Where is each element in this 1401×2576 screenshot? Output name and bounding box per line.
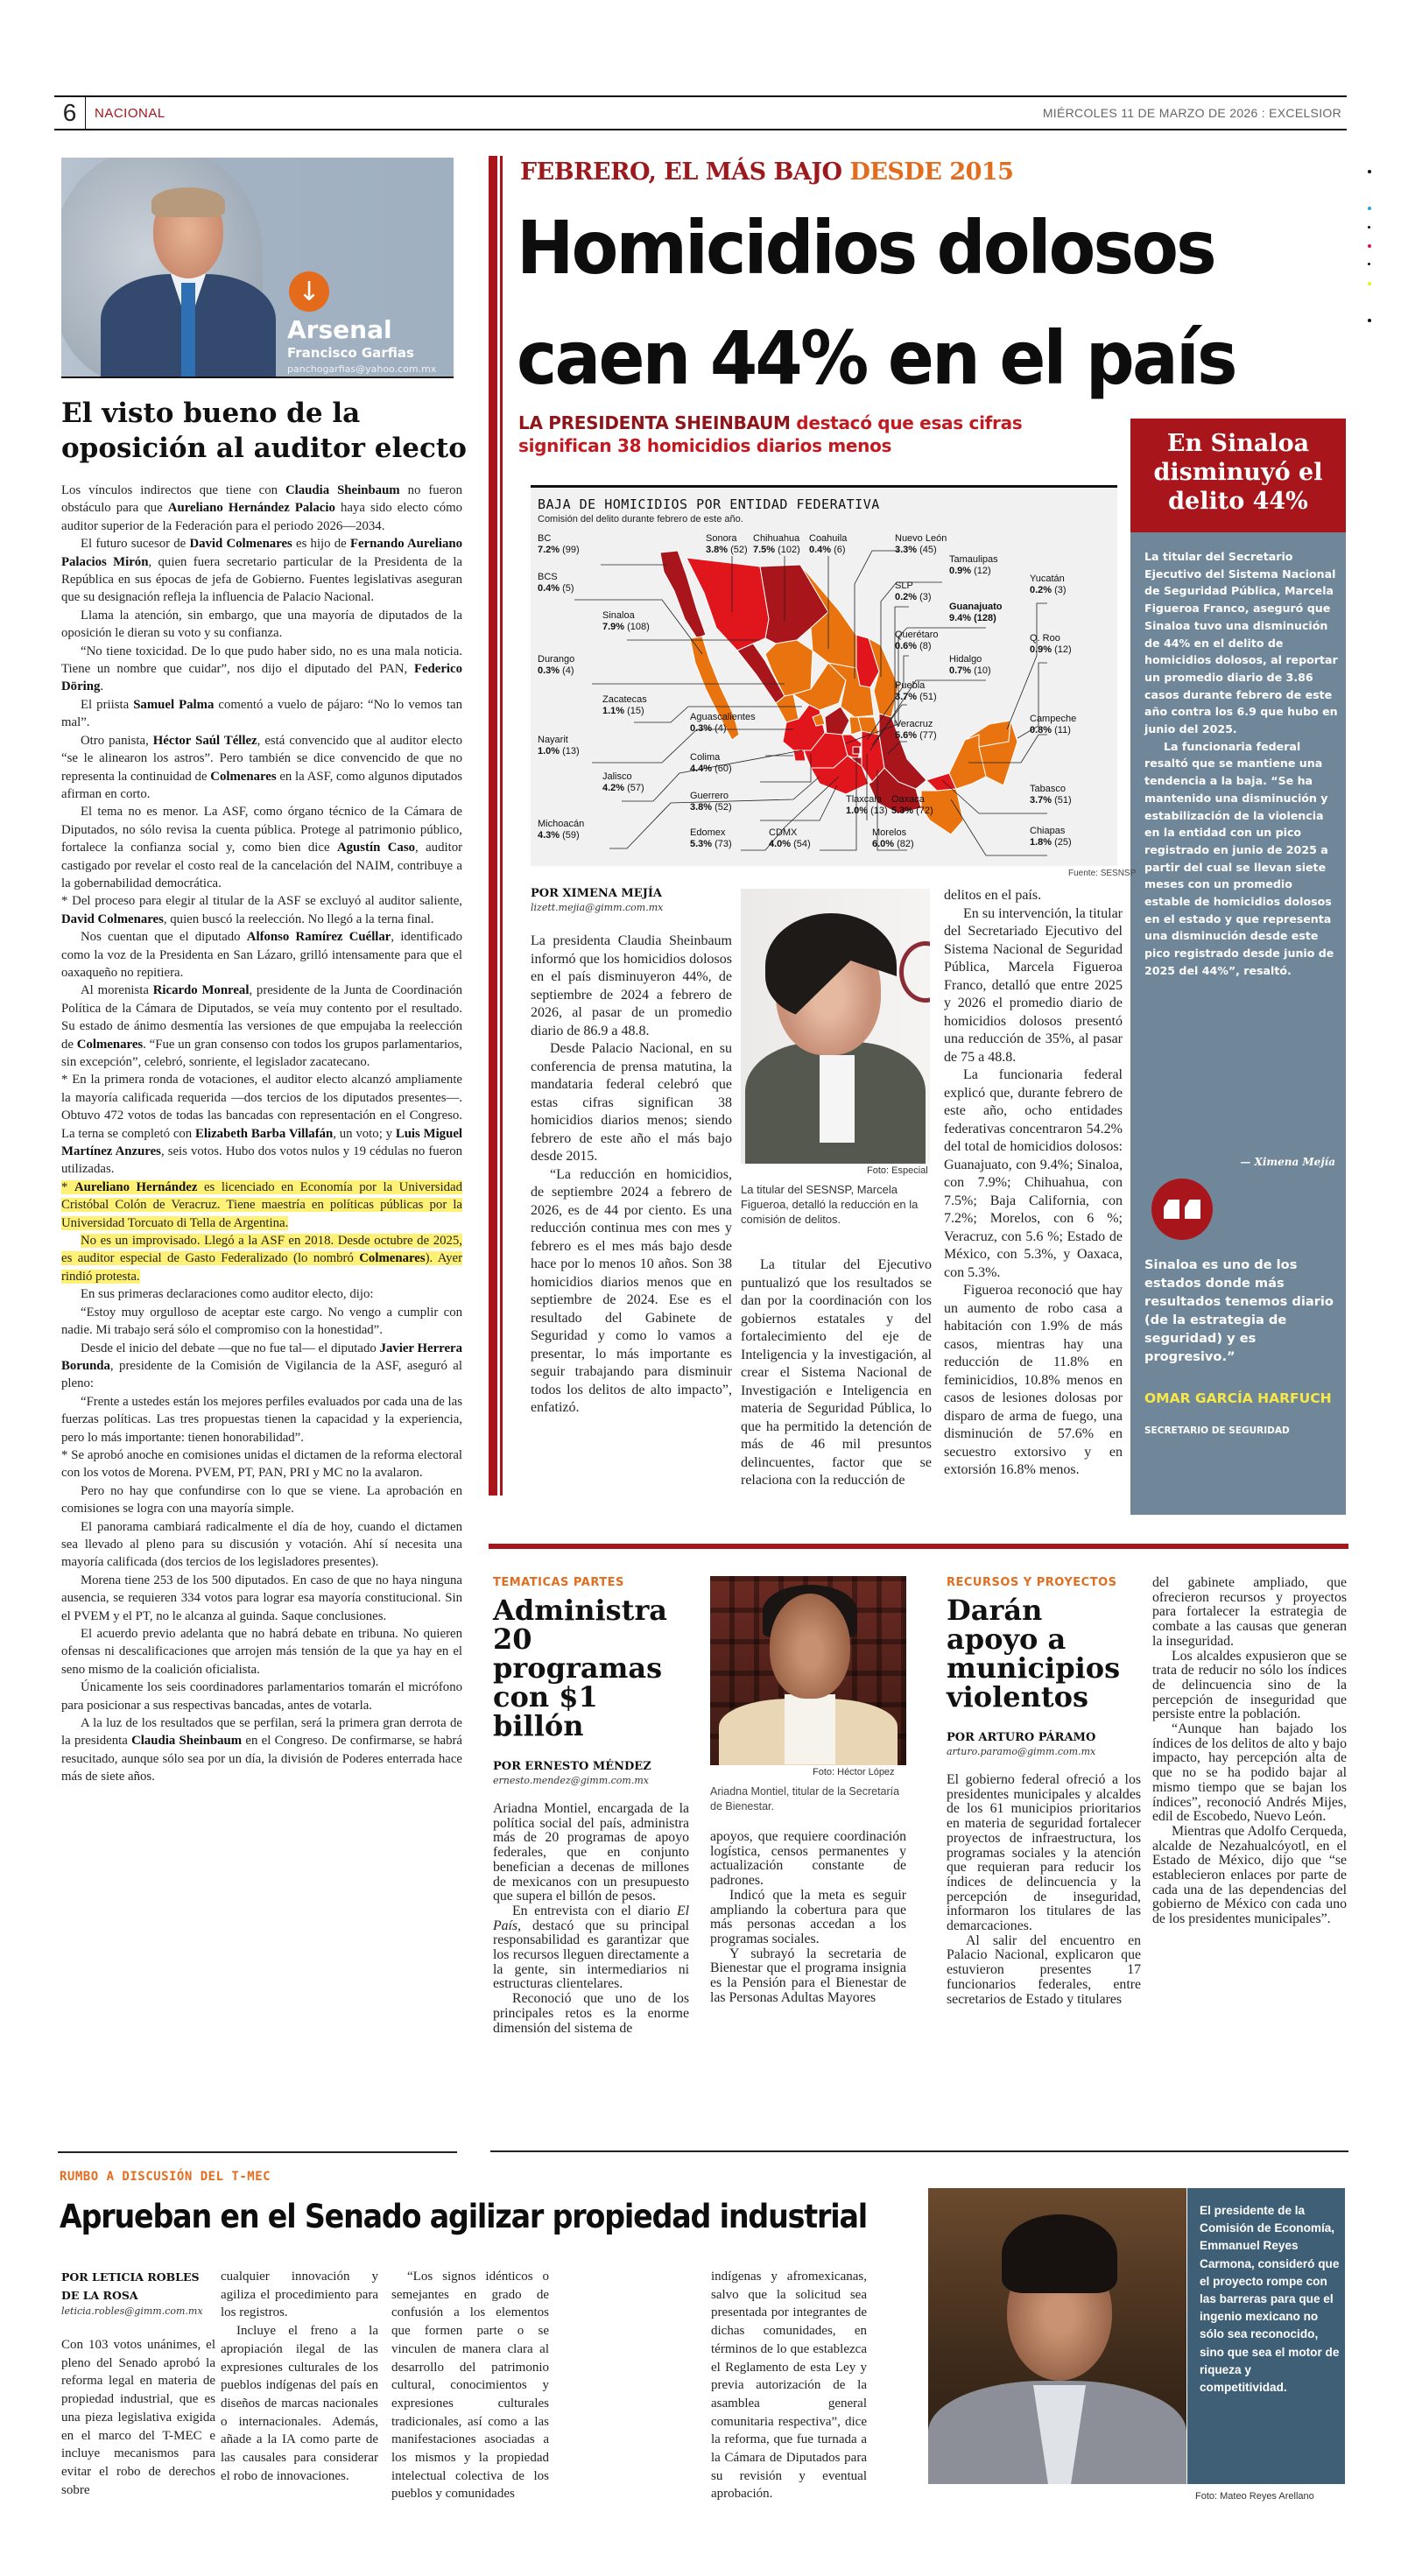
section-divider: [489, 1544, 1348, 1549]
map-subtitle: Comisión del delito durante febrero de este año.: [538, 514, 743, 524]
column-email[interactable]: panchogarfias@yahoo.com.mx: [287, 363, 437, 375]
registration-mark: [1368, 170, 1371, 173]
article-email[interactable]: leticia.robles@gimm.com.mx: [61, 2305, 203, 2317]
photo-caption: La titular del SESNSP, Marcela Figueroa, detalló la reducción en la comisión de delitos.: [741, 1183, 919, 1226]
photo-ariadna-montiel: [710, 1576, 906, 1765]
map-label-nuevo-le-n: Nuevo León 3.3% (45): [895, 533, 947, 555]
map-label-aguascalientes: Aguascalientes 0.3% (4): [690, 712, 756, 734]
author-portrait: [101, 191, 276, 378]
article-programas-col-2: apoyos, que requiere coordinación logística, censos permanentes y actualización constante de padrones. Indicó que la meta es seguir ampliando la cobertura para que más personas accedan a los programas sociales. Y subrayó la secretaria de Bienestar que el programa insignia es la Pensión para el Bienestar de las Personas Adultas Mayores: [710, 1829, 906, 2005]
map-source: Fuente: SESNSP: [1068, 869, 1137, 878]
article-email[interactable]: ernesto.mendez@gimm.com.mx: [493, 1775, 649, 1786]
registration-mark: [1368, 207, 1371, 210]
article-tmec-col-4: indígenas y afromexicanas, salvo que la solicitud sea presentada por integrantes de dichas comunidades, en términos de lo que establezca el Reglamento de esta Ley y previa autorización de la asamblea general comunitaria respectiva”, dice la reforma, que fue turnada a la Cámara de Diputados para su revisión y eventual aprobación.: [711, 2270, 867, 2502]
article-headline: Administra 20 programas con $1 billón: [493, 1594, 668, 1742]
lead-body: La presidenta Claudia Sheinbaum informó que los homicidios dolosos en el país disminuyeron 44%, de septiembre de 2024 a febrero de 2026, al pasar de un promedio diario de 86.9 a 48.8. Desde Palacio Nacional, en su conferencia de prensa matutina, la mandataria federal celebró que estas cifras significan 38 homicidios diarios menos; siendo febrero de este año el más bajo desde 2015. “La reducción en homicidios, de septiembre 2024 a febrero de 2026, es de 44 por ciento. Es una reducción continua mes con mes y febrero es el mes más bajo desde hace por lo menos 10 años. Son 38 homicidios diarios menos que en septiembre de 2024. Ese es el resultado del Gabinete de Seguridad y como lo vamos a presentar, lo más importante es seguir trabajando para disminuir todos los delitos de alto impacto”, enfatizó.: [531, 933, 732, 1415]
lead-accent-bar: [489, 156, 497, 1496]
map-label-hidalgo: Hidalgo 0.7% (10): [949, 654, 991, 676]
photo-credit: Foto: Héctor López: [813, 1767, 895, 1777]
map-label-guerrero: Guerrero 3.8% (52): [690, 791, 732, 813]
lead-deck: LA PRESIDENTA SHEINBAUM destacó que esas cifras significan 38 homicidios diarios menos: [518, 412, 1023, 456]
page-header: [54, 95, 1347, 130]
article-programas: TEMATICAS PARTES Administra 20 programas con $1 billón POR ERNESTO MÉNDEZ ernesto.mendez@gimm.com.mx Ariadna Montiel, encargada de la política social del país, administra más de 20 programas de apoyo federales, que en conjunto benefician a decenas de millones de mexicanos con un presupuesto que supera el billón de pesos. En entrevista con el diario El País, destacó que su principal responsabilidad es garantizar que los recursos lleguen directamente a la gente, sin intermediarios ni estructuras clientelares. Reconoció que uno de los principales retos es la enorme dimensión del sistema de: [493, 1576, 689, 2036]
registration-mark: [1368, 263, 1370, 265]
map-label-campeche: Campeche 0.8% (11): [1030, 714, 1077, 735]
lead-kicker: FEBRERO, EL MÁS BAJO DESDE 2015: [520, 158, 1014, 186]
registration-mark: [1368, 244, 1371, 248]
divider: [490, 2150, 1348, 2152]
article-byline: POR ARTURO PÁRAMO: [947, 1731, 1096, 1744]
quote-author: OMAR GARCÍA HARFUCH: [1144, 1390, 1332, 1406]
map-label-chiapas: Chiapas 1.8% (25): [1030, 826, 1072, 848]
article-email[interactable]: arturo.paramo@gimm.com.mx: [947, 1746, 1096, 1757]
map-label-quer-taro: Querétaro 0.6% (8): [895, 630, 939, 651]
article-kicker: RECURSOS Y PROYECTOS: [947, 1576, 1117, 1589]
map-label-tabasco: Tabasco 3.7% (51): [1030, 784, 1072, 806]
column-body: Los vínculos indirectos que tiene con Claudia Sheinbaum no fueron obstáculo para que Aureliano Hernández Palacio haya sido electo cómo auditor superior de la Federación para el periodo 2026—2034. El futuro sucesor de David Colmenares es hijo de Fernando Aureliano Palacios Mirón, quien fuera secretario particular de la Presidenta de la República en sus épocas de jefa de Gobierno. Fuentes legislativas aseguran que su designación refleja la influencia de Palacio Nacional. Llama la atención, sin embargo, que una mayoría de diputados de la oposición le dieran su voto y su confianza. “No tiene toxicidad. De lo que pudo haber sido, no es una mala noticia. Tiene un nombre que cuidar”, nos dijo el diputado del PAN, Federico Döring. El priista Samuel Palma comentó a vuelo de pájaro: “No lo vemos tan mal”. Otro panista, Héctor Saúl Téllez, está convencido que al auditor electo “se le alinearon los astros”. Pero también se dice convencido de que no representa la continuidad de Colmenares en la ASF, como algunos diputados afirman en corto. El tema no es menor. La ASF, como órgano técnico de la Cámara de Diputados, no sólo revisa la cuenta pública. Protege al patrimonio público, fortalece la confianza social y, como bien dice Agustín Caso, auditor castigado por revelar el costo real de la cancelación del NAIM, contribuye a la gobernabilidad democrática. * Del proceso para elegir al titular de la ASF se excluyó al auditor saliente, David Colmenares, quien buscó la reelección. No llegó a la terna final. Nos cuentan que el diputado Alfonso Ramírez Cuéllar, identificado como la voz de la Presidenta en San Lázaro, grilló intensamente para que el oaxaqueño no repitiera. Al morenista Ricardo Monreal, presidente de la Junta de Coordinación Política de la Cámara de Diputados, se veía muy contento por el resultado. Su estado de ánimo desmentía las versiones de que empujaba la reelección de Colmenares. “Fue un gran consenso con todos los grupos parlamentarios, sin excepción”, celebró, sonriente, el legislador zacatecano. * En la primera ronda de votaciones, el auditor electo alcanzó ampliamente la mayoría calificada requerida —dos tercios de los diputados presentes—. Obtuvo 472 votos de todas las bancadas con representación en el Congreso. La terna se completó con Elizabeth Barba Villafán, un voto; y Luis Miguel Martínez Anzures, seis votos. Hubo dos votos nulos y 19 cédulas no fueron utilizadas. * Aureliano Hernández es licenciado en Economía por la Universidad Cristóbal Colón de Veracruz. Tiene maestría en políticas públicas por la Universidad Torcuato di Tella de Argentina. No es un improvisado. Llegó a la ASF en 2018. Desde octubre de 2025, es auditor especial de Gasto Federalizado (lo nombró Colmenares). Ayer rindió protesta. En sus primeras declaraciones como auditor electo, dijo: “Estoy muy orgulloso de aceptar este cargo. No vengo a cumplir con nadie. Mi trabajo será sólo el compromiso con la honestidad”. Desde el inicio del debate —que no fue tal— el diputado Javier Herrera Borunda, presidente de la Comisión de Vigilancia de la ASF, aseguró al pleno: “Frente a ustedes están los mejores perfiles evaluados por cada una de las fuerzas políticas. Las tres propuestas tienen la capacidad y la experiencia, pero lo más importante: tienen honorabilidad”. * Se aprobó anoche en comisiones unidas el dictamen de la reforma electoral con los votos de Morena. PVEM, PT, PAN, PRI y MC no la avalaron. Pero no hay que confundirse con lo que se viene. La aprobación en comisiones se logra con una mayoría simple. El panorama cambiará radicalmente el día de hoy, cuando el dictamen sea llevado al pleno para su discusión y votación. Ahí sí necesita una mayoría calificada (dos tercios de los legisladores presentes). Morena tiene 253 de los 500 diputados. En caso de que no haya ninguna ausencia, se requieren 334 votos para lograr esa mayoría constitucional. Sin el PVEM y el PT, no le alcanza al guinda. Saque conclusiones. El acuerdo previo adelanta que no habrá debate en tribuna. No quieren ofensas ni descalificaciones que arrojen más tensión de la que ya hay en el seno mismo de la coalición oficialista. Únicamente los seis coordinadores parlamentarios tomarán el micrófono para posicionar a sus respectivas bancadas, antes de votarla. A la luz de los resultados que se perfilan, será la primera gran derrota de la presidenta Claudia Sheinbaum en el Congreso. De confirmarse, se habrá resucitado, aunque sólo sea por un día, la división de Poderes enterrada hace más de siete años.: [61, 483, 463, 1784]
lead-accent-bar-thin: [500, 156, 503, 1496]
state-cdmx: [853, 747, 860, 754]
photo-sidebar-text: El presidente de la Comisión de Economía, Emmanuel Reyes Carmona, consideró que el proyecto rompe con las barreras para que el ingenio mexicano no sólo sea reconocido, sino que sea el motor de riqueza y competitividad.: [1200, 2204, 1340, 2395]
article-kicker: TEMATICAS PARTES: [493, 1576, 624, 1589]
photo-credit: Foto: Mateo Reyes Arellano: [1195, 2491, 1314, 2502]
map-label-yucat-n: Yucatán 0.2% (3): [1030, 574, 1067, 595]
page-number: 6: [54, 97, 86, 129]
map-label-sinaloa: Sinaloa 7.9% (108): [602, 610, 650, 632]
lead-email[interactable]: lizett.mejia@gimm.com.mx: [531, 902, 664, 913]
lead-headline: Homicidios dolosos caen 44% en el país: [517, 205, 1236, 401]
map-label-bc: BC 7.2% (99): [538, 533, 580, 555]
lead-article-col-1: [531, 887, 732, 1418]
article-byline: POR LETICIA ROBLES: [61, 2270, 200, 2284]
map-label-q-roo: Q. Roo 0.9% (12): [1030, 633, 1072, 655]
date-paper: MIÉRCOLES 11 DE MARZO DE 2026 : EXCELSIOR: [1042, 106, 1341, 120]
sidebar-box: [1130, 532, 1346, 1515]
section-name[interactable]: NACIONAL: [95, 105, 165, 121]
map-label-edomex: Edomex 5.3% (73): [690, 827, 732, 849]
lead-article-col-2: La titular del Ejecutivo puntualizó que los resultados se dan por la coordinación con los gobiernos estatales y del fortalecimiento del eje de Inteligencia y la investigación, al crear el Sistema Nacional de Investigación e Inteligencia en materia de Seguridad Pública, lo que ha permitido la detención de más de 46 mil presuntos delincuentes, factor que se relaciona con la reducción de: [741, 1257, 932, 1488]
column-author-photo: [61, 158, 454, 378]
article-byline: POR ERNESTO MÉNDEZ: [493, 1760, 651, 1773]
map-label-jalisco: Jalisco 4.2% (57): [602, 771, 644, 793]
photo-marcela-figueroa: [741, 889, 930, 1164]
quote-author-role: SECRETARIO DE SEGURIDAD: [1144, 1425, 1290, 1436]
divider: [58, 2151, 457, 2153]
map-label-slp: SLP 0.2% (3): [895, 581, 932, 602]
map-label-sonora: Sonora 3.8% (52): [706, 533, 748, 555]
registration-mark: [1368, 282, 1371, 285]
map-label-chihuahua: Chihuahua 7.5% (102): [753, 533, 800, 555]
map-label-coahuila: Coahuila 0.4% (6): [809, 533, 848, 555]
article-tmec-col-2: cualquier innovación y agiliza el procedimiento para los registros. Incluye el freno a la apropiación ilegal de las expresiones culturales de los pueblos indígenas del país en diseños de marcas nacionales o internacionales. Además, añade a la IA como parte de las causales para considerar el robo de innovaciones.: [221, 2270, 378, 2483]
article-municipios: RECURSOS Y PROYECTOS Darán apoyo a municipios violentos POR ARTURO PÁRAMO arturo.paramo@gimm.com.mx El gobierno federal ofreció a los presidentes municipales y alcaldes de los 61 municipios prioritarios en materia de seguridad fortalecer proyectos de infraestructura, los programas sociales y la atención que requieran para reducir los índices de delincuencia y la percepción de inseguridad, informaron los titulares de las demarcaciones. Al salir del encuentro en Palacio Nacional, explicaron que estuvieron presentes 17 funcionarios federales, entre secretarios de Estado y titulares: [947, 1576, 1141, 2007]
map-label-oaxaca: Oaxaca 5.3% (72): [891, 794, 933, 816]
photo-caption: Ariadna Montiel, titular de la Secretaría de Bienestar.: [710, 1785, 900, 1812]
sidebar-title: En Sinaloa disminuyó el delito 44%: [1130, 419, 1346, 532]
registration-mark: [1368, 226, 1370, 229]
map-label-colima: Colima 4.4% (60): [690, 752, 732, 774]
photo-emmanuel-reyes: [928, 2188, 1186, 2484]
map-label-michoac-n: Michoacán 4.3% (59): [538, 819, 585, 841]
map-label-tamaulipas: Tamaulipas 0.9% (12): [949, 554, 998, 576]
sidebar-text: La titular del Secretario Ejecutivo del Sistema Nacional de Seguridad Pública, Marcela Figueroa Franco, aseguró que Sinaloa tuvo una disminución de 44% en el delito de homicidios dolosos, al reportar un promedio diario de 3.86 casos durante febrero de este año contra los 6.9 que hubo en junio del 2025. La funcionaria federal resaltó que se mantiene una tendencia a la baja. “Se ha mantenido una disminución y estabilización de la violencia en la entidad con un pico registrado en junio de 2025 a partir del cual se llevan siete meses con un promedio estable de homicidios dolosos en el estado y que representa una disminución desde este pico registrado desde junio de 2025 del 44%”, resaltó.: [1144, 550, 1338, 977]
map-label-guanajuato: Guanajuato 9.4% (128): [949, 602, 1003, 623]
article-byline-cont: DE LA ROSA: [61, 2289, 138, 2302]
lead-article-col-3: delitos en el país. En su intervención, la titular del Secretariado Ejecutivo del Sistema Nacional de Seguridad Pública, Marcela Figueroa Franco, detalló que entre 2025 y 2026 el promedio diario de homicidios dolosos presentó una reducción de 35%, al pasar de 75 a 48.8. La funcionaria federal explicó que, durante febrero de este año, ocho entidades federativas concentraron 54.2% del total de homicidios dolosos: Guanajuato, con 9.4%; Sinaloa, con 7.9%; Chihuahua, con 7.5%; Baja California, con 7.2%; Morelos, con 6 %; Veracruz, con 5.6 %; Estado de México, con 5.3%, y Oaxaca, con 5.3%. Figueroa reconoció que hay un aumento de robo casa a habitación con 1.9% de más casos, mientras hay una reducción de 11.8% en feminicidios, 10.8% menos en casos de lesiones dolosas por disparo de arma de fuego, una disminución de 57.6% en secuestro extorsivo y en extorsión 16.8% menos.: [944, 888, 1123, 1477]
photo-credit: Foto: Especial: [867, 1165, 928, 1176]
column-author: Francisco Garfias: [287, 345, 414, 361]
sidebar-byline: — Ximena Mejía: [1240, 1156, 1335, 1168]
article-kicker: RUMBO A DISCUSIÓN DEL T-MEC: [60, 2170, 271, 2184]
photo-sidebar: [1187, 2188, 1345, 2484]
map-title: BAJA DE HOMICIDIOS POR ENTIDAD FEDERATIVA: [538, 496, 880, 512]
column-name: Arsenal: [287, 315, 392, 344]
map-label-durango: Durango 0.3% (4): [538, 654, 575, 676]
map-label-zacatecas: Zacatecas 1.1% (15): [602, 694, 647, 716]
pull-quote: Sinaloa es uno de los estados donde más resultados tenemos diario (de la estrategia de seguridad) y es progresivo.”: [1144, 1257, 1334, 1364]
map-label-cdmx: CDMX 4.0% (54): [769, 827, 811, 849]
lead-byline: POR XIMENA MEJÍA: [531, 887, 663, 900]
registration-mark: [1368, 319, 1371, 322]
article-headline: Aprueban en el Senado agilizar propiedad industrial: [60, 2198, 868, 2235]
map-label-morelos: Morelos 6.0% (82): [872, 827, 914, 849]
map-label-puebla: Puebla 3.7% (51): [895, 680, 937, 702]
arrow-down-icon: ↓: [289, 271, 329, 312]
article-tmec-col-3: “Los signos idénticos o semejantes en grado de confusión a los elementos que formen parte o se vinculen de manera clara al desarrollo del patrimonio cultural, conocimientos y expresiones culturales tradicionales, así como a las manifestaciones asociadas a los mismos y la propiedad intelectual colectiva de los pueblos y comunidades: [391, 2270, 549, 2502]
homicides-map: [531, 485, 1117, 866]
article-headline: Darán apoyo a municipios violentos: [947, 1594, 1121, 1714]
column-headline: El visto bueno de la oposición al auditor electo: [61, 398, 467, 464]
article-tmec-col-1: POR LETICIA ROBLES DE LA ROSA leticia.robles@gimm.com.mx Con 103 votos unánimes, el pleno del Senado aprobó la reforma legal en materia de propiedad industrial, que es una pieza legislativa exigida en el marco del T-MEC e incluye mecanismos para evitar el robo de derechos sobre: [61, 2268, 215, 2499]
map-label-nayarit: Nayarit 1.0% (13): [538, 735, 580, 757]
map-label-bcs: BCS 0.4% (5): [538, 572, 574, 594]
map-label-veracruz: Veracruz 5.6% (77): [895, 719, 937, 741]
article-municipios-col-2: del gabinete ampliado, que ofrecieron recursos y proyectos para fortalecer la estrategia de combate a las causas que generan la inseguridad. Los alcaldes expusieron que se trata de reducir no sólo los índices de delincuencia sino de la percepción de inseguridad que persiste entre la población. “Aunque han bajado los índices de los delitos de alto y bajo impacto, hay percepción alta de que no se ha podido bajar al mismo tiempo que se bajan los índices”, reconoció Andrés Mijes, edil de Escobedo, Nuevo León. Mientras que Adolfo Cerqueda, alcalde de Nezahualcóyotl, en el Estado de México, dijo que “se establecieron enlaces por parte de cada una de las dependencias del gobierno de México con cada uno de los presidentes municipales”.: [1152, 1575, 1347, 1927]
map-label-tlaxcala: Tlaxcala 1.0% (13): [846, 794, 888, 816]
quote-icon: [1151, 1179, 1213, 1240]
